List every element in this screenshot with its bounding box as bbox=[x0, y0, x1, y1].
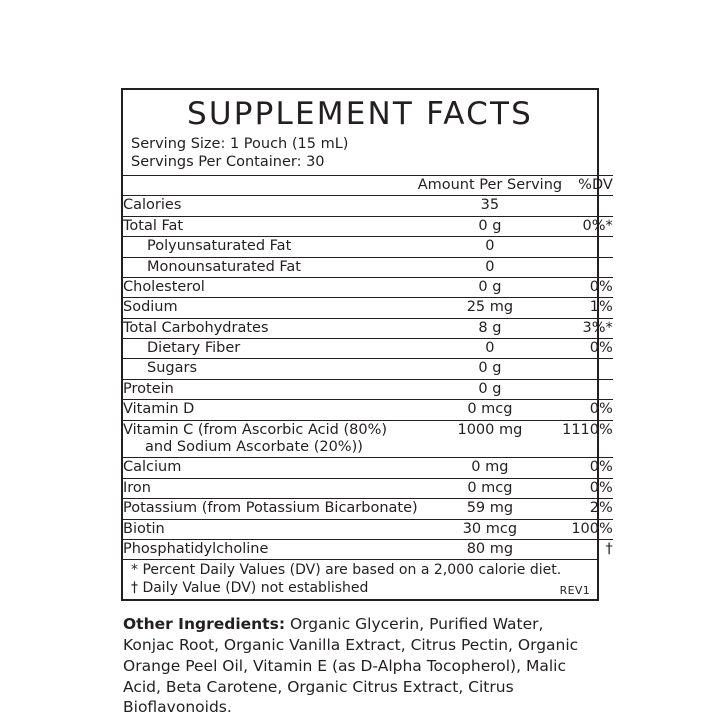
header-spacer bbox=[123, 175, 418, 195]
nutrient-dv: 0% bbox=[562, 478, 613, 498]
nutrient-amount: 80 mg bbox=[418, 539, 562, 559]
nutrient-name: Calories bbox=[123, 197, 182, 214]
table-row bbox=[123, 458, 613, 478]
nutrient-dv: 1110% bbox=[562, 420, 613, 458]
nutrient-dv bbox=[562, 379, 613, 399]
table-row bbox=[123, 298, 613, 318]
supplement-facts-box bbox=[121, 88, 613, 601]
nutrient-amount: 8 g bbox=[418, 318, 562, 338]
footnote-dagger: † Daily Value (DV) not established bbox=[131, 579, 369, 596]
nutrient-amount: 35 bbox=[480, 197, 500, 214]
table-header-row bbox=[123, 175, 613, 195]
table-row bbox=[123, 519, 613, 539]
table-row bbox=[123, 359, 613, 379]
nutrient-dv bbox=[562, 196, 613, 216]
nutrient-amount: 0 g bbox=[418, 216, 562, 236]
nutrient-dv bbox=[562, 359, 613, 379]
nutrient-name: Sugars bbox=[123, 359, 418, 379]
nutrient-amount: 0 mcg bbox=[418, 400, 562, 420]
nutrient-dv: 1% bbox=[562, 298, 613, 318]
table-row bbox=[123, 499, 613, 519]
nutrient-name: Monounsaturated Fat bbox=[123, 257, 418, 277]
nutrient-name: Polyunsaturated Fat bbox=[123, 237, 418, 257]
nutrient-name: Total Carbohydrates bbox=[123, 318, 418, 338]
header-dv: %DV bbox=[562, 175, 613, 195]
supplement-facts-panel bbox=[121, 88, 613, 718]
nutrient-dv bbox=[562, 257, 613, 277]
table-row bbox=[123, 216, 613, 236]
nutrient-name: Total Fat bbox=[123, 216, 418, 236]
nutrient-dv: 0%* bbox=[562, 216, 613, 236]
nutrient-amount: 0 bbox=[418, 339, 562, 359]
nutrient-name: Sodium bbox=[123, 298, 418, 318]
nutrient-amount: 0 bbox=[418, 257, 562, 277]
nutrient-dv: 0% bbox=[562, 400, 613, 420]
nutrition-table bbox=[123, 175, 613, 559]
nutrient-dv: † bbox=[562, 539, 613, 559]
serving-info bbox=[123, 136, 597, 175]
table-row bbox=[123, 420, 613, 458]
nutrient-amount: 0 mcg bbox=[418, 478, 562, 498]
nutrient-name: Calcium bbox=[123, 458, 418, 478]
table-row bbox=[123, 257, 613, 277]
nutrient-dv: 0% bbox=[562, 277, 613, 297]
nutrient-name: Vitamin D bbox=[123, 400, 418, 420]
nutrient-name: Biotin bbox=[123, 519, 418, 539]
nutrient-amount: 30 mcg bbox=[418, 519, 562, 539]
nutrient-name-line2: and Sodium Ascorbate (20%)) bbox=[145, 439, 363, 456]
nutrient-name: Protein bbox=[123, 379, 418, 399]
other-ingredients-text: Organic Glycerin, Purified Water, Konjac Root, Organic Vanilla Extract, Citrus Pectin, Organic Orange Peel Oil, Vitamin E (as D-Alpha Tocopherol), Malic Acid, Beta Carotene, Organic Citrus Extract, Citrus Bioflavonoids. bbox=[123, 615, 579, 717]
nutrient-name: Iron bbox=[123, 478, 418, 498]
nutrient-name: Cholesterol bbox=[123, 277, 418, 297]
table-row bbox=[123, 400, 613, 420]
nutrient-amount: 25 mg bbox=[418, 298, 562, 318]
table-row bbox=[123, 539, 613, 559]
header-amount: Amount Per Serving bbox=[418, 175, 562, 195]
nutrient-amount: 0 mg bbox=[418, 458, 562, 478]
other-ingredients-heading: Other Ingredients: bbox=[123, 615, 286, 634]
nutrient-name bbox=[123, 420, 418, 458]
nutrient-dv: 3%* bbox=[562, 318, 613, 338]
table-row bbox=[123, 277, 613, 297]
revision-code: REV1 bbox=[559, 583, 590, 597]
table-row bbox=[123, 478, 613, 498]
nutrient-amount: 0 g bbox=[418, 277, 562, 297]
nutrient-name: Dietary Fiber bbox=[123, 339, 418, 359]
nutrient-dv: 0% bbox=[562, 339, 613, 359]
footnote-percent-dv: * Percent Daily Values (DV) are based on a 2,000 calorie diet. bbox=[131, 562, 562, 579]
nutrient-amount: 0 bbox=[418, 237, 562, 257]
nutrient-name-line1: Vitamin C (from Ascorbic Acid (80%) bbox=[123, 421, 388, 438]
nutrient-amount: 0 g bbox=[418, 359, 562, 379]
nutrient-amount: 1000 mg bbox=[418, 420, 562, 458]
nutrient-dv: 100% bbox=[562, 519, 613, 539]
nutrient-amount: 0 g bbox=[418, 379, 562, 399]
servings-per-container: Servings Per Container: 30 bbox=[131, 153, 325, 170]
table-row bbox=[123, 339, 613, 359]
table-row bbox=[123, 196, 613, 216]
serving-size: Serving Size: 1 Pouch (15 mL) bbox=[131, 136, 349, 152]
other-ingredients bbox=[121, 614, 599, 718]
page-title: SUPPLEMENT FACTS bbox=[186, 96, 534, 132]
table-row bbox=[123, 237, 613, 257]
nutrient-dv bbox=[562, 237, 613, 257]
nutrient-dv: 2% bbox=[562, 499, 613, 519]
nutrient-name: Potassium (from Potassium Bicarbonate) bbox=[123, 499, 418, 519]
table-row bbox=[123, 318, 613, 338]
table-row bbox=[123, 379, 613, 399]
nutrient-name: Phosphatidylcholine bbox=[123, 539, 418, 559]
footnotes bbox=[123, 559, 597, 599]
nutrient-amount: 59 mg bbox=[418, 499, 562, 519]
nutrient-dv: 0% bbox=[562, 458, 613, 478]
